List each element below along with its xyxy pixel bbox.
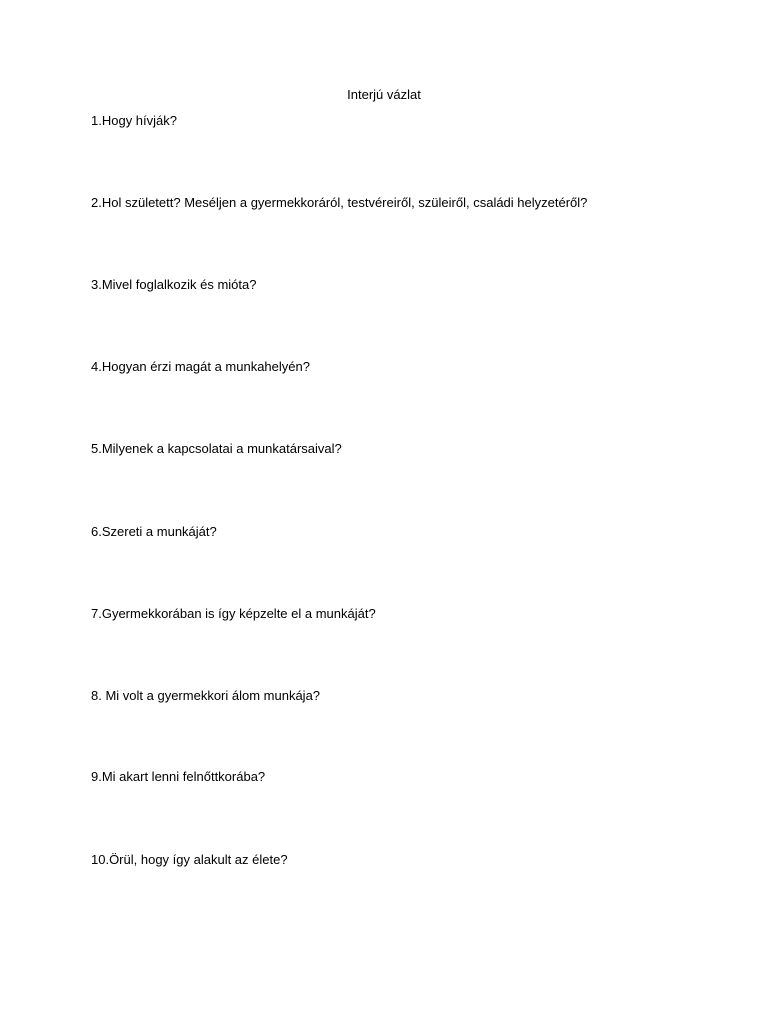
document-title: Interjú vázlat — [347, 87, 421, 102]
question-7: 7.Gyermekkorában is így képzelte el a munkáját? — [91, 606, 376, 621]
question-6: 6.Szereti a munkáját? — [91, 524, 217, 539]
question-1: 1.Hogy hívják? — [91, 113, 177, 128]
question-2: 2.Hol született? Meséljen a gyermekkoráról, testvéreiről, szüleiről, családi helyzetéről? — [91, 195, 588, 210]
question-4: 4.Hogyan érzi magát a munkahelyén? — [91, 359, 310, 374]
question-9: 9.Mi akart lenni felnőttkorába? — [91, 769, 266, 784]
question-5: 5.Milyenek a kapcsolatai a munkatársaival? — [91, 441, 342, 456]
question-3: 3.Mivel foglalkozik és mióta? — [91, 277, 257, 292]
question-10: 10.Örül, hogy így alakult az élete? — [91, 852, 288, 867]
question-8: 8. Mi volt a gyermekkori álom munkája? — [91, 688, 321, 703]
